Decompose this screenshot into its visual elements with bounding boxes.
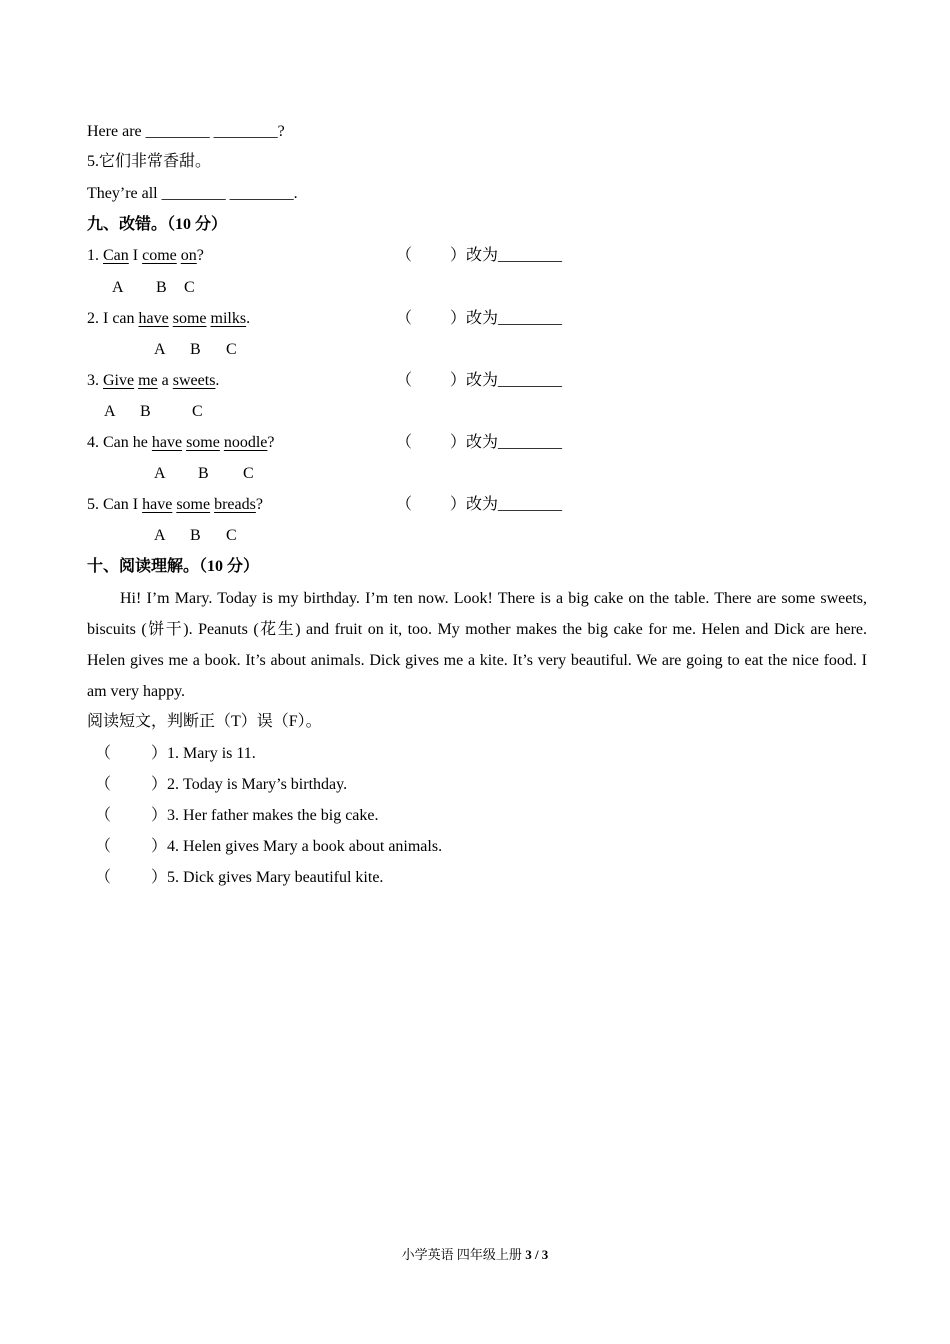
- option-c: noodle: [223, 434, 268, 451]
- question-5-chinese: 5.它们非常香甜。: [87, 153, 212, 170]
- true-false-item-5[interactable]: （ ）5. Dick gives Mary beautiful kite.: [95, 869, 384, 886]
- option-a: Give: [103, 372, 135, 389]
- option-a: have: [142, 496, 173, 513]
- correction-item-5: 5. Can I have some breads?: [87, 496, 263, 513]
- page-number: 3 / 3: [525, 1247, 549, 1262]
- correction-item-4: 4. Can he have some noodle?: [87, 434, 275, 451]
- correction-item-3: 3. Give me a sweets.: [87, 372, 220, 389]
- option-b: me: [138, 372, 158, 389]
- option-c: sweets: [172, 372, 216, 389]
- correction-item-1: 1. Can I come on?: [87, 247, 204, 264]
- answer-blank-4[interactable]: （ ）改为________: [396, 434, 563, 451]
- option-c: milks: [210, 310, 247, 327]
- option-a: have: [151, 434, 183, 451]
- option-a: Can: [103, 247, 129, 264]
- reading-passage: Hi! I’m Mary. Today is my birthday. I’m ten now. Look! There is a big cake on the table. There are some sweets, biscuits (饼干). Peanuts (花生) and fruit on it, too. My mother makes the big cake for me. Helen and Dick are here. Helen gives me a book. It’s about animals. Dick gives me a kite. It’s very beautiful. We are going to eat the nice food. I am very happy.: [87, 590, 867, 700]
- page-footer: [0, 1246, 950, 1264]
- section-10-title: 十、阅读理解。（10 分）: [87, 558, 260, 575]
- option-b: come: [142, 247, 177, 264]
- answer-blank-3[interactable]: （ ）改为________: [396, 372, 563, 389]
- answer-blank-1[interactable]: （ ）改为________: [396, 247, 563, 264]
- option-c: breads: [214, 496, 256, 513]
- footer-label: 小学英语 四年级上册: [401, 1247, 522, 1262]
- option-c: on: [180, 247, 197, 264]
- true-false-item-2[interactable]: （ ）2. Today is Mary’s birthday.: [95, 776, 348, 793]
- true-false-item-4[interactable]: （ ）4. Helen gives Mary a book about animals.: [95, 838, 443, 855]
- option-b: some: [172, 310, 207, 327]
- option-a: have: [138, 310, 169, 327]
- option-b: some: [176, 496, 211, 513]
- fill-blank-line: Here are ________ ________?: [87, 123, 285, 140]
- true-false-item-3[interactable]: （ ）3. Her father makes the big cake.: [95, 807, 379, 824]
- section-9-title: 九、改错。（10 分）: [87, 216, 228, 233]
- question-5-english: They’re all ________ ________.: [87, 185, 298, 202]
- reading-instruction: 阅读短文，判断正（T）误（F）。: [87, 713, 322, 730]
- answer-blank-2[interactable]: （ ）改为________: [396, 310, 563, 327]
- answer-blank-5[interactable]: （ ）改为________: [396, 496, 563, 513]
- option-b: some: [186, 434, 220, 451]
- true-false-item-1[interactable]: （ ）1. Mary is 11.: [95, 745, 256, 762]
- correction-item-2: 2. I can have some milks.: [87, 310, 251, 327]
